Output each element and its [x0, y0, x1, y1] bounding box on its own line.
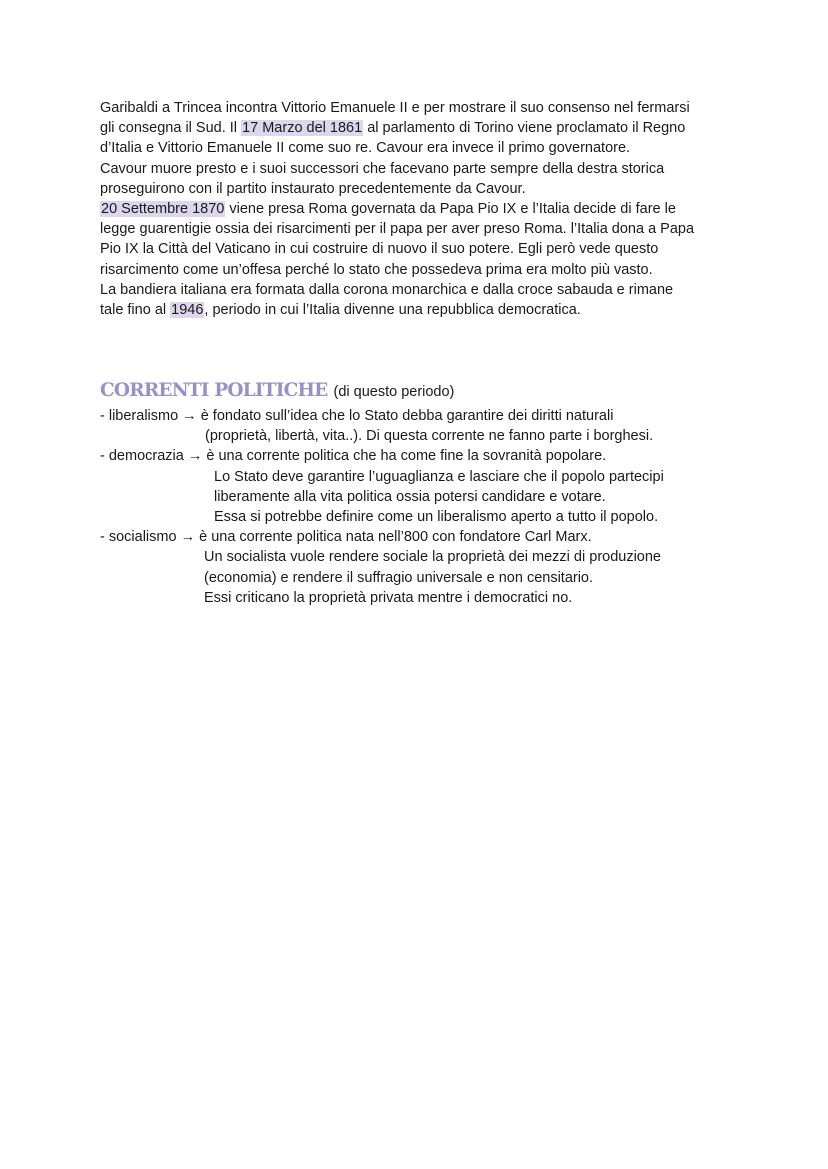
list-item-continuation: (economia) e rendere il suffragio universale e non censitario. [204, 569, 594, 586]
list-item-continuation: Essi criticano la proprietà privata mentre i democratici no. [204, 589, 573, 606]
text-line: Garibaldi a Trincea incontra Vittorio Emanuele II e per mostrare il suo consenso nel fermarsi [100, 100, 690, 116]
text-line: tale fino al 1946, periodo in cui l’Italia divenne una repubblica democratica. [100, 302, 581, 319]
currents-list [100, 406, 760, 608]
text-line: risarcimento come un’offesa perché lo stato che possedeva prima era molto più vasto. [100, 261, 653, 278]
highlighted-date: 1946 [171, 302, 204, 319]
text-line: gli consegna il Sud. Il 17 Marzo del 1861 al parlamento di Torino viene proclamato il Regno [100, 120, 686, 137]
list-item-first-line: - socialismo → è una corrente politica nata nell’800 con fondatore Carl Marx. [100, 529, 592, 546]
text-line: La bandiera italiana era formata dalla corona monarchica e dalla croce sabauda e rimane [100, 281, 674, 298]
highlighted-date: 17 Marzo del 1861 [242, 120, 363, 137]
highlighted-date: 20 Settembre 1870 [101, 201, 225, 218]
section-header [100, 378, 760, 404]
list-item-democrazia [100, 446, 760, 527]
list-item-continuation: (proprietà, libertà, vita..). Di questa corrente ne fanno parte i borghesi. [205, 428, 654, 445]
text-line: Cavour muore presto e i suoi successori che facevano parte sempre della destra storica [100, 160, 665, 177]
list-item-liberalismo [100, 406, 760, 446]
intro-paragraph [100, 98, 740, 320]
list-item-continuation: Un socialista vuole rendere sociale la proprietà dei mezzi di produzione [204, 549, 661, 566]
list-item-first-line: - democrazia → è una corrente politica che ha come fine la sovranità popolare. [100, 448, 607, 465]
text-line: proseguirono con il partito instaurato precedentemente da Cavour. [100, 180, 526, 197]
text-line: legge guarentigie ossia dei risarcimenti per il papa per aver preso Roma. l’Italia dona a Papa [100, 221, 695, 238]
political-currents-section [100, 378, 760, 608]
section-title: CORRENTI POLITICHE [100, 380, 328, 401]
text-line: d’Italia e Vittorio Emanuele II come suo re. Cavour era invece il primo governatore. [100, 140, 631, 157]
list-item-continuation: liberamente alla vita politica ossia potersi candidare e votare. [214, 488, 606, 505]
list-item-first-line: - liberalismo → è fondato sull’idea che lo Stato debba garantire dei diritti naturali [100, 408, 614, 424]
text-line: 20 Settembre 1870 viene presa Roma governata da Papa Pio IX e l’Italia decide di fare le [101, 201, 676, 218]
list-item-continuation: Essa si potrebbe definire come un liberalismo aperto a tutto il popolo. [214, 509, 659, 526]
text-line: Pio IX la Città del Vaticano in cui costruire di nuovo il suo potere. Egli però vede questo [100, 241, 659, 258]
list-item-socialismo [100, 527, 760, 608]
list-item-continuation: Lo Stato deve garantire l’uguaglianza e lasciare che il popolo partecipi [214, 468, 664, 485]
section-subtitle: (di questo periodo) [333, 384, 455, 400]
